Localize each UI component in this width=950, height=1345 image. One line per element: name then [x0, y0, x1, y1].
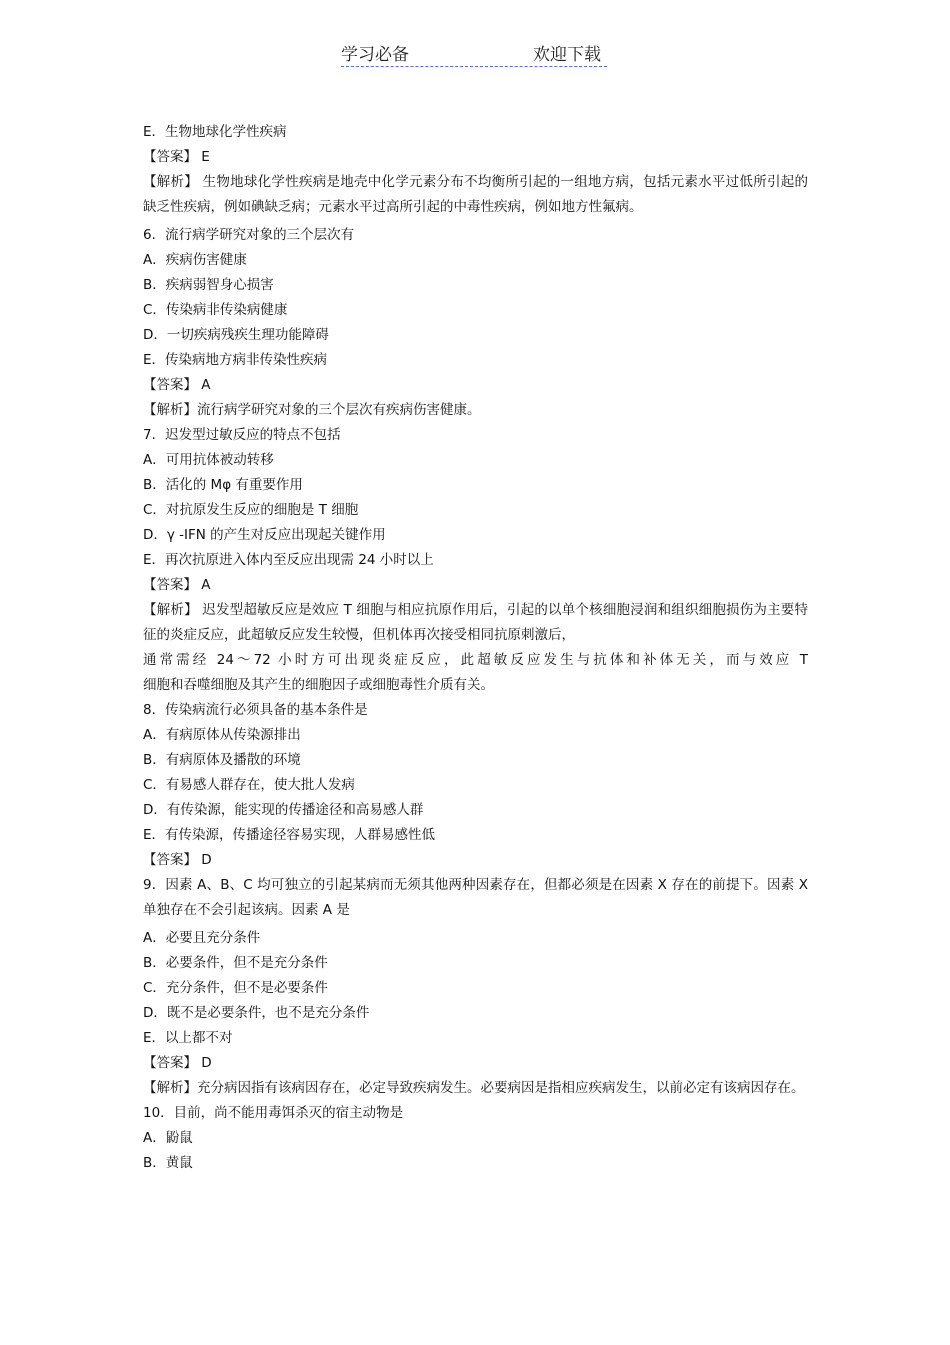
- page-header: [341, 40, 607, 67]
- option-a: A．疾病伤害健康: [143, 252, 247, 268]
- option-c: C．传染病非传染病健康: [143, 302, 288, 318]
- option-e: E．以上都不对: [143, 1030, 233, 1046]
- option-c: C．对抗原发生反应的细胞是 T 细胞: [143, 502, 359, 518]
- option-e: E．有传染源，传播途径容易实现，人群易感性低: [143, 827, 436, 843]
- answer: 【答案】 A: [143, 377, 211, 393]
- header-right-text: 欢迎下载: [533, 45, 601, 65]
- header-left-text: 学习必备: [341, 45, 409, 65]
- answer: 【答案】 D: [143, 1055, 212, 1071]
- option-a: A．有病原体从传染源排出: [143, 727, 301, 743]
- option-e: E．再次抗原进入体内至反应出现需 24 小时以上: [143, 552, 434, 568]
- question-8: 8．传染病流行必须具备的基本条件是: [143, 702, 368, 718]
- option-d: D．既不是必要条件，也不是充分条件: [143, 1005, 370, 1021]
- answer: 【答案】 A: [143, 577, 211, 593]
- option-b: B．活化的 Mφ 有重要作用: [143, 477, 303, 493]
- answer: 【答案】 E: [143, 149, 210, 165]
- explanation: 【解析】流行病学研究对象的三个层次有疾病伤害健康。: [143, 402, 481, 418]
- option-b: B．黄鼠: [143, 1155, 193, 1171]
- explanation: 【解析】充分病因指有该病因存在，必定导致疾病发生。必要病因是指相应疾病发生，以前必定有该病因存在。: [143, 1080, 805, 1096]
- option-c: C．有易感人群存在，使大批人发病: [143, 777, 355, 793]
- option-e: E．传染病地方病非传染性疾病: [143, 352, 328, 368]
- question-6: 6．流行病学研究对象的三个层次有: [143, 227, 355, 243]
- option-b: B．疾病弱智身心损害: [143, 277, 274, 293]
- option-a: A．鼢鼠: [143, 1130, 193, 1146]
- option-d: D．γ -IFN 的产生对反应出现起关键作用: [143, 527, 386, 543]
- question-9: 9．因素 A、B、C 均可独立的引起某病而无须其他两种因素存在，但都必须是在因素 X 存在的前提下。因素 X 单独存在不会引起该病。因素 A 是: [143, 877, 808, 918]
- question-7: 7．迟发型过敏反应的特点不包括: [143, 427, 341, 443]
- document-body: [143, 120, 808, 1176]
- question-10: 10．目前，尚不能用毒饵杀灭的宿主动物是: [143, 1105, 404, 1121]
- explanation-cont: 通常需经 24～72 小时方可出现炎症反应，此超敏反应发生与抗体和补体无关，而与效应 T: [143, 652, 808, 668]
- option-a: A．可用抗体被动转移: [143, 452, 274, 468]
- option-b: B．有病原体及播散的环境: [143, 752, 301, 768]
- option-a: A．必要且充分条件: [143, 930, 261, 946]
- option-b: B．必要条件，但不是充分条件: [143, 955, 328, 971]
- option-d: D．有传染源，能实现的传播途径和高易感人群: [143, 802, 424, 818]
- explanation: 【解析】 迟发型超敏反应是效应 T 细胞与相应抗原作用后，引起的以单个核细胞浸润和组织细胞损伤为主要特征的炎症反应，此超敏反应发生较慢，但机体再次接受相同抗原刺激后，: [143, 602, 808, 643]
- explanation-cont: 细胞和吞噬细胞及其产生的细胞因子或细胞毒性介质有关。: [143, 677, 494, 693]
- answer: 【答案】 D: [143, 852, 212, 868]
- explanation: 【解析】 生物地球化学性疾病是地壳中化学元素分布不均衡所引起的一组地方病，包括元素水平过低所引起的缺乏性疾病，例如碘缺乏病；元素水平过高所引起的中毒性疾病，例如地方性氟病。: [143, 174, 808, 215]
- option-c: C．充分条件，但不是必要条件: [143, 980, 328, 996]
- option-e: E．生物地球化学性疾病: [143, 124, 287, 140]
- option-d: D．一切疾病残疾生理功能障碍: [143, 327, 329, 343]
